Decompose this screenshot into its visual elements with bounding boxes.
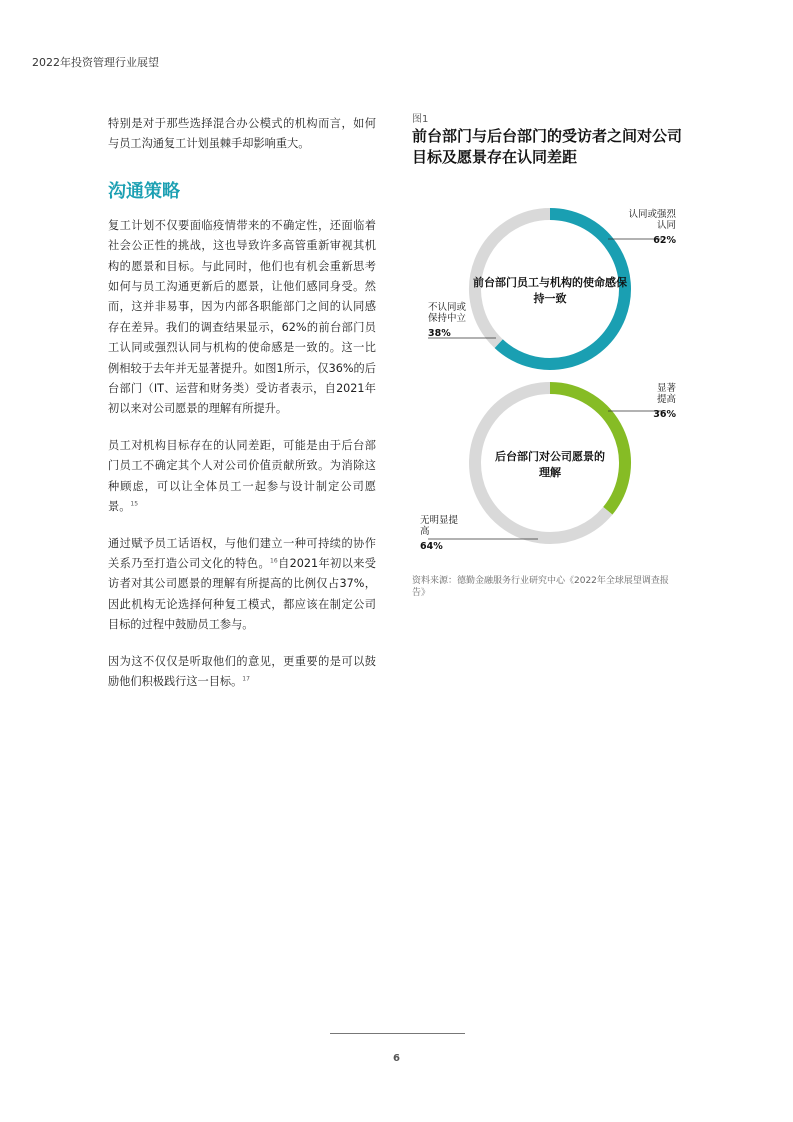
label-improved-text: 显著提高	[656, 383, 676, 405]
paragraph-2-text: 员工对机构目标存在的认同差距，可能是由于后台部门员工不确定其个人对公司价值贡献所致。为消除这种顾虑，可以让全体员工一起参与设计制定公司愿景。	[108, 438, 376, 514]
label-agree-text: 认同或强烈认同	[628, 209, 676, 231]
label-not-improved-text: 无明显提高	[420, 515, 459, 537]
label-improved	[648, 383, 676, 420]
footer-divider	[330, 1033, 465, 1034]
donut-svg	[412, 195, 682, 565]
label-disagree-pct: 38%	[428, 328, 451, 339]
label-not-improved-pct: 64%	[420, 541, 443, 552]
paragraph-4	[108, 652, 376, 693]
section-heading: 沟通策略	[108, 180, 180, 202]
label-not-improved	[420, 515, 460, 552]
footnote-ref-16: 16	[270, 557, 278, 565]
donut-front-office-title: 前台部门员工与机构的使命感保持一致	[473, 276, 627, 305]
footnote-ref-15: 15	[130, 500, 139, 508]
donut-charts	[412, 195, 682, 565]
label-agree-pct: 62%	[653, 235, 676, 246]
label-disagree-text: 不认同或保持中立	[428, 302, 467, 324]
figure-source: 资料来源：德勤金融服务行业研究中心《2022年全球展望调查报告》	[412, 576, 669, 598]
footnote-ref-17: 17	[242, 675, 250, 683]
label-disagree	[428, 302, 468, 339]
label-agree	[626, 209, 676, 246]
paragraph-2	[108, 436, 376, 518]
paragraph-1: 复工计划不仅要面临疫情带来的不确定性，还面临着社会公正性的挑战，这也导致许多高管重新审视其机构的愿景和目标。与此同时，他们也有机会重新思考如何与员工沟通更新后的愿景，让他们感同身受。然而，这并非易事，因为内部各职能部门之间的认同感存在差异。我们的调查结果显示，62%的前台部门员工认同或强烈认同与机构的使命感是一致的。这一比例相较于去年并无显著提升。如图1所示，仅36%的后台部门（IT、运营和财务类）受访者表示，自2021年初以来对公司愿景的理解有所提升。	[108, 218, 376, 416]
label-improved-pct: 36%	[653, 409, 676, 420]
running-header: 2022年投资管理行业展望	[32, 56, 159, 69]
paragraph-3-text-b: 自2021年初以来受访者对其公司愿景的理解有所提高的比例仅占37%，因此机构无论选择何种复工模式，都应该在制定公司目标的过程中鼓励员工参与。	[108, 556, 376, 632]
body-text-column	[108, 114, 376, 708]
figure-title: 前台部门与后台部门的受访者之间对公司目标及愿景存在认同差距	[412, 127, 683, 166]
paragraph-3	[108, 534, 376, 636]
paragraph-3-text-a: 通过赋予员工话语权，与他们建立一种可持续的协作关系乃至打造公司文化的特色。	[108, 536, 376, 570]
paragraph-4-text: 因为这不仅仅是听取他们的意见，更重要的是可以鼓励他们积极践行这一目标。	[108, 654, 376, 688]
intro-paragraph: 特别是对于那些选择混合办公模式的机构而言，如何与员工沟通复工计划虽棘手却影响重大。	[108, 117, 376, 151]
figure-label: 图1	[412, 114, 429, 125]
donut-back-office-title: 后台部门对公司愿景的理解	[495, 450, 605, 479]
page-number: 6	[393, 1053, 400, 1064]
